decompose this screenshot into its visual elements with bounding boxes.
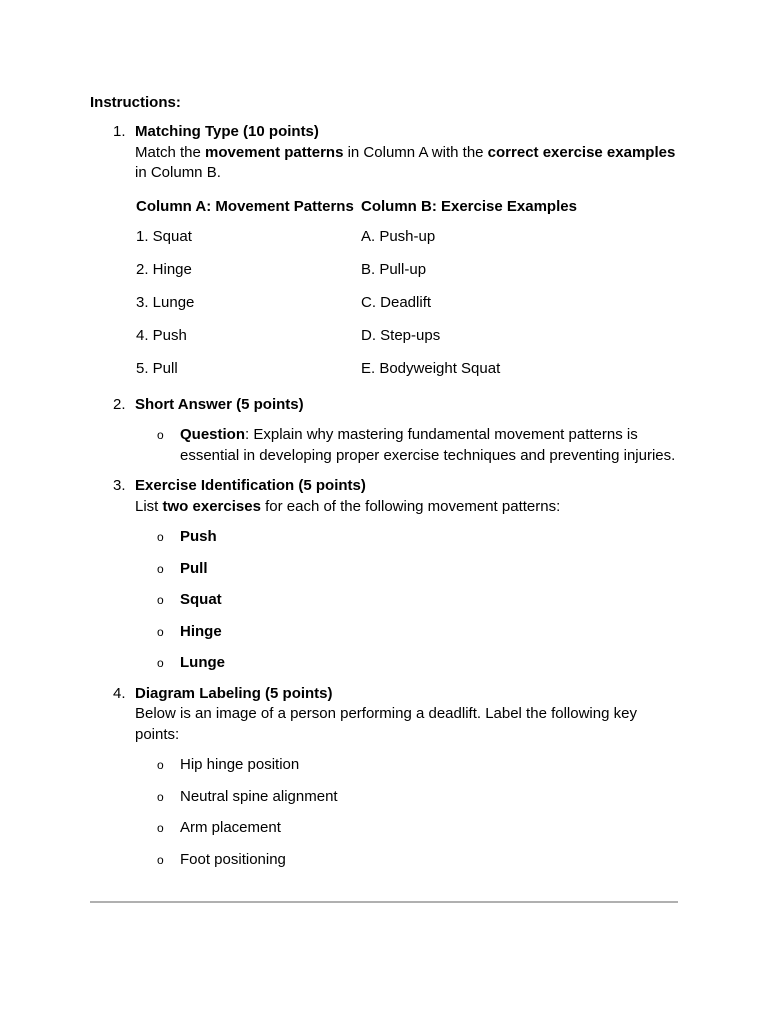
question-intro: Match the movement patterns in Column A with the correct exercise examples in Column B. bbox=[135, 143, 676, 181]
list-item: o Lunge bbox=[135, 653, 678, 674]
bullet-icon: o bbox=[157, 656, 164, 670]
table-cell: E. Bodyweight Squat bbox=[361, 359, 501, 377]
question-title: Diagram Labeling (5 points) bbox=[135, 684, 333, 702]
table-cell: B. Pull-up bbox=[361, 260, 427, 278]
list-item: o Neutral spine alignment bbox=[135, 787, 678, 808]
list-item: o Pull bbox=[135, 559, 678, 580]
list-item: o Hinge bbox=[135, 622, 678, 643]
horizontal-divider bbox=[90, 901, 678, 903]
bullet-icon: o bbox=[157, 821, 164, 835]
table-cell: 3. Lunge bbox=[136, 293, 195, 311]
table-cell: 5. Pull bbox=[136, 359, 178, 377]
sub-list bbox=[135, 755, 678, 870]
table-row bbox=[135, 220, 578, 253]
table-row bbox=[135, 352, 578, 385]
table-row bbox=[135, 253, 578, 286]
table-cell: 2. Hinge bbox=[136, 260, 192, 278]
table-cell: D. Step-ups bbox=[361, 326, 441, 344]
list-item: o Squat bbox=[135, 590, 678, 611]
matching-table bbox=[135, 194, 578, 385]
question-3 bbox=[90, 476, 678, 674]
document-body bbox=[90, 93, 678, 880]
question-1 bbox=[90, 122, 678, 385]
question-title: Exercise Identification (5 points) bbox=[135, 477, 366, 494]
question-title: Matching Type (10 points) bbox=[135, 123, 319, 140]
question-list bbox=[90, 122, 678, 870]
table-cell: 4. Push bbox=[136, 326, 187, 344]
list-item: o Push bbox=[135, 527, 678, 548]
question-title: Short Answer (5 points) bbox=[135, 395, 304, 413]
list-item: o Foot positioning bbox=[135, 850, 678, 871]
bullet-icon: o bbox=[157, 530, 164, 544]
question-4 bbox=[90, 684, 678, 871]
table-cell: A. Push-up bbox=[361, 227, 436, 245]
sub-list bbox=[135, 425, 678, 466]
table-cell: 1. Squat bbox=[136, 227, 192, 245]
question-text: : Explain why mastering fundamental movement patterns is essential in developing proper exercise techniques and preventing injuries. bbox=[180, 426, 676, 464]
bullet-icon: o bbox=[157, 428, 164, 442]
question-label: Question bbox=[180, 426, 246, 443]
list-item: o Arm placement bbox=[135, 818, 678, 839]
bullet-icon: o bbox=[157, 789, 164, 804]
question-number: 1. bbox=[113, 123, 126, 140]
list-item: o Hip hinge position bbox=[135, 755, 678, 776]
bullet-icon: o bbox=[157, 758, 164, 772]
table-row bbox=[135, 286, 578, 319]
question-intro: Below is an image of a person performing a deadlift. Label the following key points: bbox=[135, 705, 637, 743]
question-intro: List two exercises for each of the following movement patterns: bbox=[135, 497, 561, 515]
bullet-icon: o bbox=[157, 593, 164, 607]
instructions-heading: Instructions: bbox=[90, 94, 181, 111]
table-header-row bbox=[135, 194, 578, 220]
column-a-header: Column A: Movement Patterns bbox=[136, 197, 354, 215]
sub-list bbox=[135, 527, 678, 674]
question-number: 4. bbox=[113, 684, 126, 702]
question-number: 3. bbox=[113, 477, 126, 494]
table-cell: C. Deadlift bbox=[361, 293, 432, 311]
question-number: 2. bbox=[113, 395, 126, 413]
bullet-icon: o bbox=[157, 561, 164, 576]
list-item bbox=[135, 425, 678, 466]
bullet-icon: o bbox=[157, 624, 164, 639]
column-b-header: Column B: Exercise Examples bbox=[361, 197, 577, 215]
table-row bbox=[135, 319, 578, 352]
question-2 bbox=[90, 395, 678, 467]
bullet-icon: o bbox=[157, 852, 164, 867]
